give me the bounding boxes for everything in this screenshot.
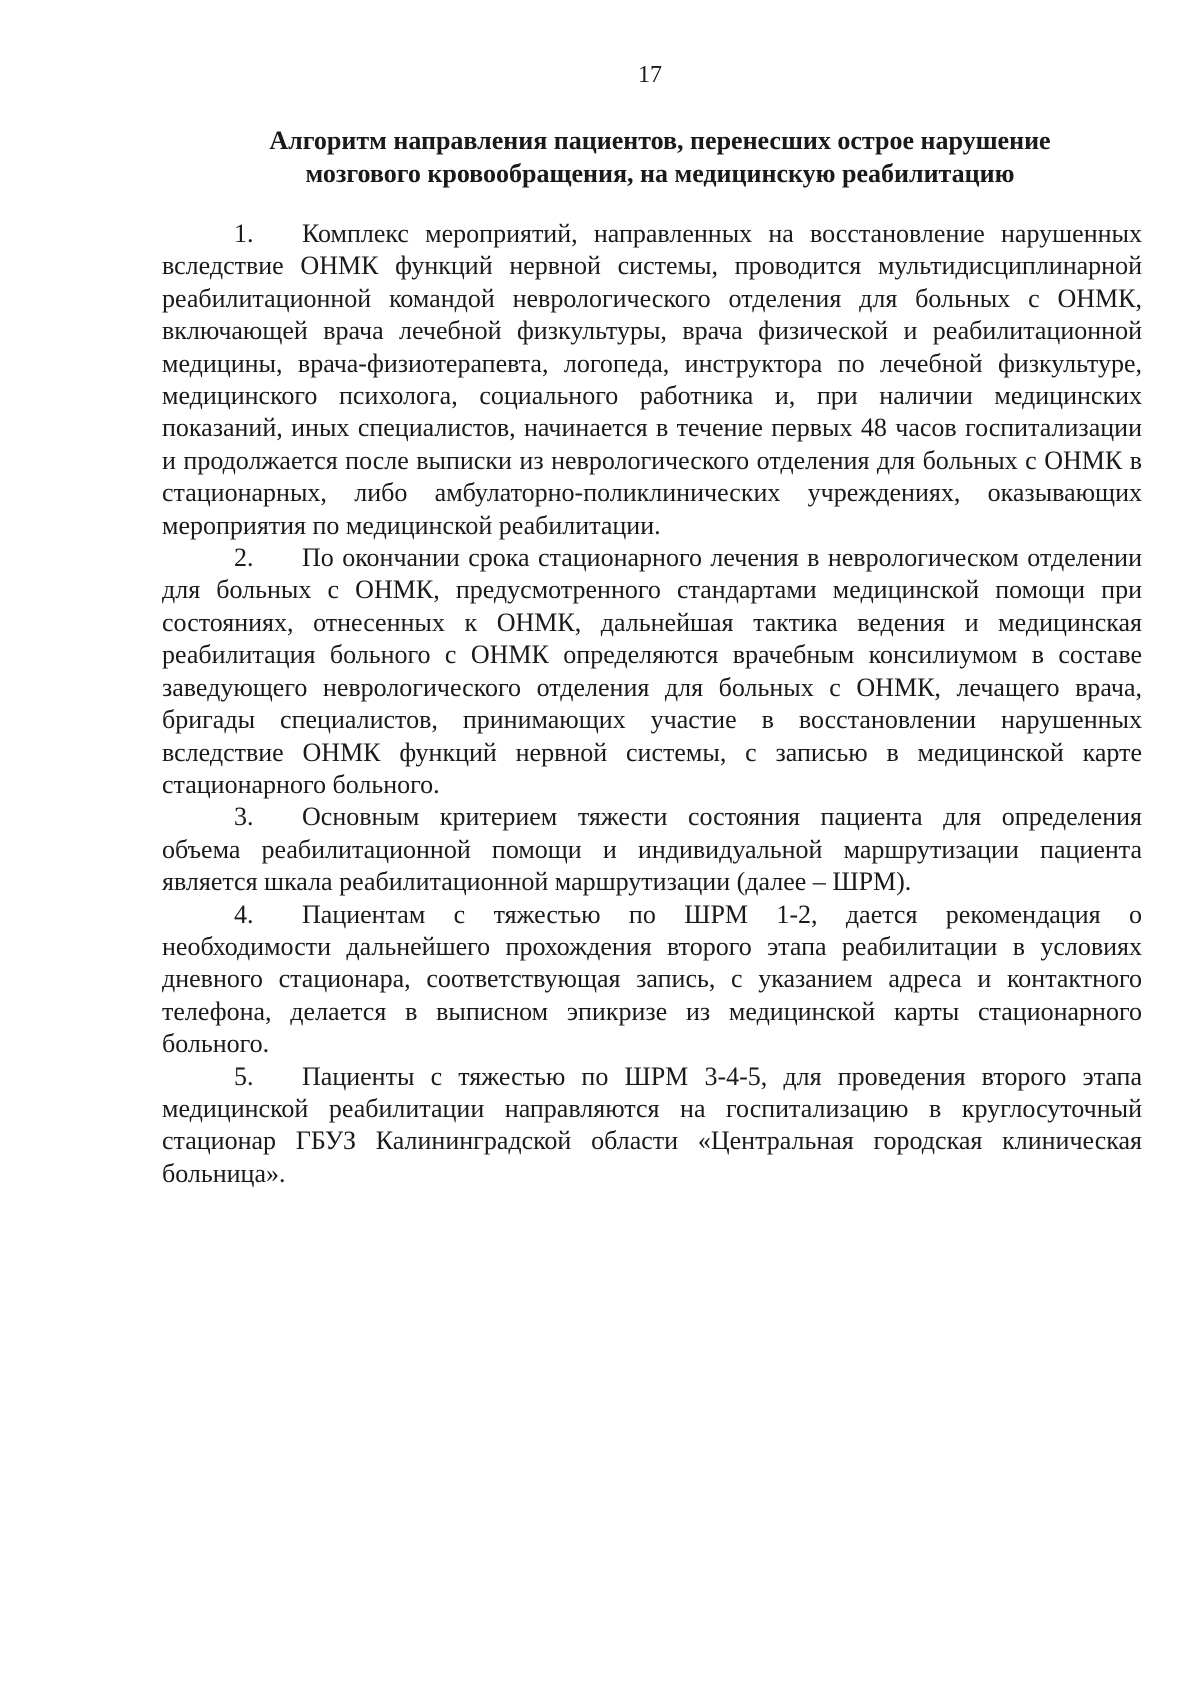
paragraph-number: 1. (234, 219, 254, 248)
page-number: 17 (638, 62, 662, 88)
paragraph-text: По окончании срока стационарного лечения в неврологическом отделении для больных с ОНМК, предусмотренного стандартами медицинской помощи при состояниях, отнесенных к ОНМК, дальнейшая тактика ведения и медицинская реабилитация больного с ОНМК определяются врачебным консилиумом в составе заведующего неврологического отделения для больных с ОНМК, лечащего врача, бригады специалистов, принимающих участие в восстановлении нарушенных вследствие ОНМК функций нервной системы, с записью в медицинской карте стационарного больного. (162, 543, 1142, 799)
paragraph-number: 3. (234, 802, 254, 832)
paragraph-4 (162, 899, 1142, 1061)
paragraph-text: Комплекс мероприятий, направленных на восстановление нарушенных вследствие ОНМК функций нервной системы, проводится мультидисциплинарной реабилитационной командой неврологического отделения для больных с ОНМК, включающей врача лечебной физкультуры, врача физической и реабилитационной медицины, врача-физиотерапевта, логопеда, инструктора по лечебной физкультуре, медицинского психолога, социального работника и, при наличии медицинских показаний, иных специалистов, начинается в течение первых 48 часов госпитализации и продолжается после выписки из неврологического отделения для больных с ОНМК в стационарных, либо амбулаторно-поликлинических учреждениях, оказывающих мероприятия по медицинской реабилитации. (162, 219, 1142, 540)
paragraph-5 (162, 1061, 1142, 1191)
paragraph-number: 5. (234, 1061, 254, 1091)
paragraph-text: Пациенты с тяжестью по ШРМ 3-4-5, для проведения второго этапа медицинской реабилитации направляются на госпитализацию в круглосуточный стационар ГБУЗ Калининградской области «Центральная городская клиническая больница». (162, 1061, 1142, 1188)
title-line-1: Алгоритм направления пациентов, перенесших острое нарушение (269, 126, 1051, 155)
paragraph-3 (162, 801, 1142, 898)
paragraph-number: 2. (234, 543, 254, 573)
title-line-2: мозгового кровообращения, на медицинскую реабилитацию (305, 159, 1015, 188)
paragraph-text: Основным критерием тяжести состояния пациента для определения объема реабилитационной помощи и индивидуальной маршрутизации пациента является шкала реабилитационной маршрутизации (далее – ШРМ). (162, 802, 1142, 897)
document-title (160, 124, 1160, 190)
paragraph-1 (162, 218, 1142, 542)
document-body (162, 218, 1142, 1190)
paragraph-number: 4. (234, 899, 254, 929)
paragraph-2 (162, 542, 1142, 801)
paragraph-text: Пациентам с тяжестью по ШРМ 1-2, дается рекомендация о необходимости дальнейшего прохождения второго этапа реабилитации в условиях дневного стационара, соответствующая запись, с указанием адреса и контактного телефона, делается в выписном эпикризе из медицинской карты стационарного больного. (162, 899, 1142, 1059)
